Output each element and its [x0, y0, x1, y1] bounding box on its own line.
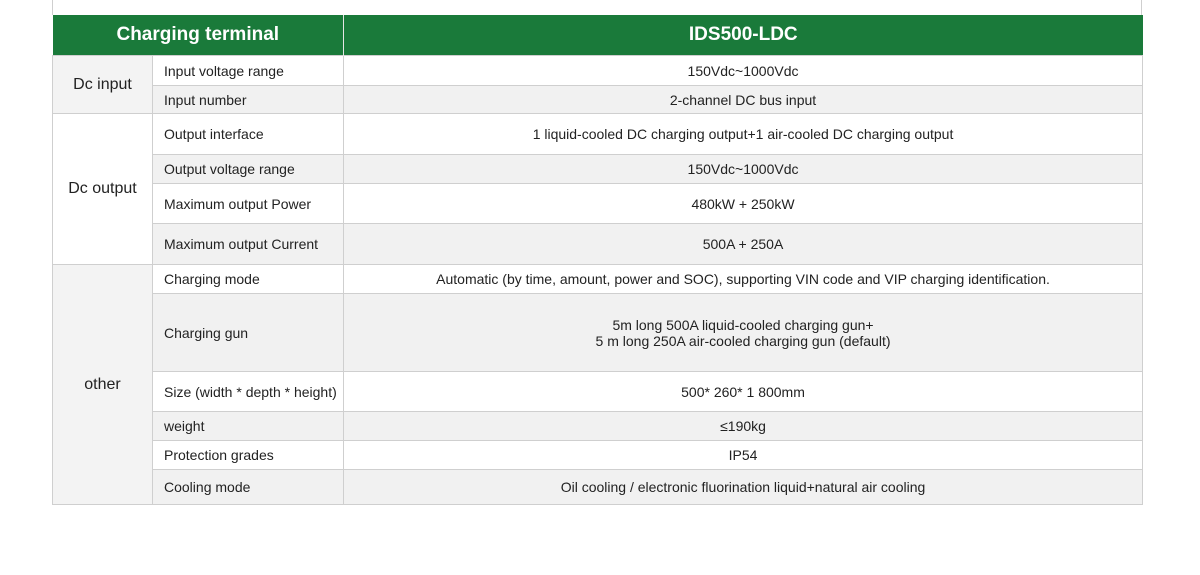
- param-label: Charging gun: [153, 294, 344, 372]
- table-row: [53, 372, 1143, 412]
- value-line: 5 m long 250A air-cooled charging gun (default): [595, 332, 891, 349]
- spec-table: [52, 15, 1143, 505]
- param-value: 1 liquid-cooled DC charging output+1 air-cooled DC charging output: [344, 114, 1143, 155]
- param-value: 500* 260* 1 800mm: [344, 372, 1143, 412]
- param-value: IP54: [344, 441, 1143, 470]
- param-value: 150Vdc~1000Vdc: [344, 155, 1143, 184]
- param-value: 150Vdc~1000Vdc: [344, 56, 1143, 86]
- param-value: Oil cooling / electronic fluorination liquid+natural air cooling: [344, 470, 1143, 505]
- param-value: ≤190kg: [344, 412, 1143, 441]
- value-line: 5m long 500A liquid-cooled charging gun+: [612, 316, 874, 333]
- param-label: Size (width * depth * height): [153, 372, 344, 412]
- group-label-other: other: [53, 265, 153, 505]
- header-charging-terminal: Charging terminal: [53, 15, 344, 56]
- table-row: [53, 294, 1143, 372]
- group-label-dc-output: Dc output: [53, 114, 153, 265]
- table-top-rule-right: [1141, 0, 1142, 15]
- param-label: Output voltage range: [153, 155, 344, 184]
- param-value-multiline: [344, 294, 1143, 372]
- table-row: [53, 86, 1143, 114]
- param-label: Maximum output Current: [153, 224, 344, 265]
- param-label: Cooling mode: [153, 470, 344, 505]
- header-model: IDS500-LDC: [344, 15, 1143, 56]
- table-row: [53, 56, 1143, 86]
- param-value: 480kW + 250kW: [344, 184, 1143, 224]
- table-header-row: [53, 15, 1143, 56]
- param-label: Charging mode: [153, 265, 344, 294]
- table-row: [53, 412, 1143, 441]
- param-label: Input voltage range: [153, 56, 344, 86]
- table-row: [53, 470, 1143, 505]
- table-row: [53, 265, 1143, 294]
- table-row: [53, 184, 1143, 224]
- param-label: Input number: [153, 86, 344, 114]
- table-row: [53, 224, 1143, 265]
- param-label: Protection grades: [153, 441, 344, 470]
- table-row: [53, 114, 1143, 155]
- param-value: Automatic (by time, amount, power and SOC), supporting VIN code and VIP charging identification.: [344, 265, 1143, 294]
- param-value: 2-channel DC bus input: [344, 86, 1143, 114]
- param-label: weight: [153, 412, 344, 441]
- table-row: [53, 155, 1143, 184]
- param-value: 500A + 250A: [344, 224, 1143, 265]
- table-row: [53, 441, 1143, 470]
- table-top-rule-left: [52, 0, 53, 15]
- param-label: Maximum output Power: [153, 184, 344, 224]
- group-label-dc-input: Dc input: [53, 56, 153, 114]
- param-label: Output interface: [153, 114, 344, 155]
